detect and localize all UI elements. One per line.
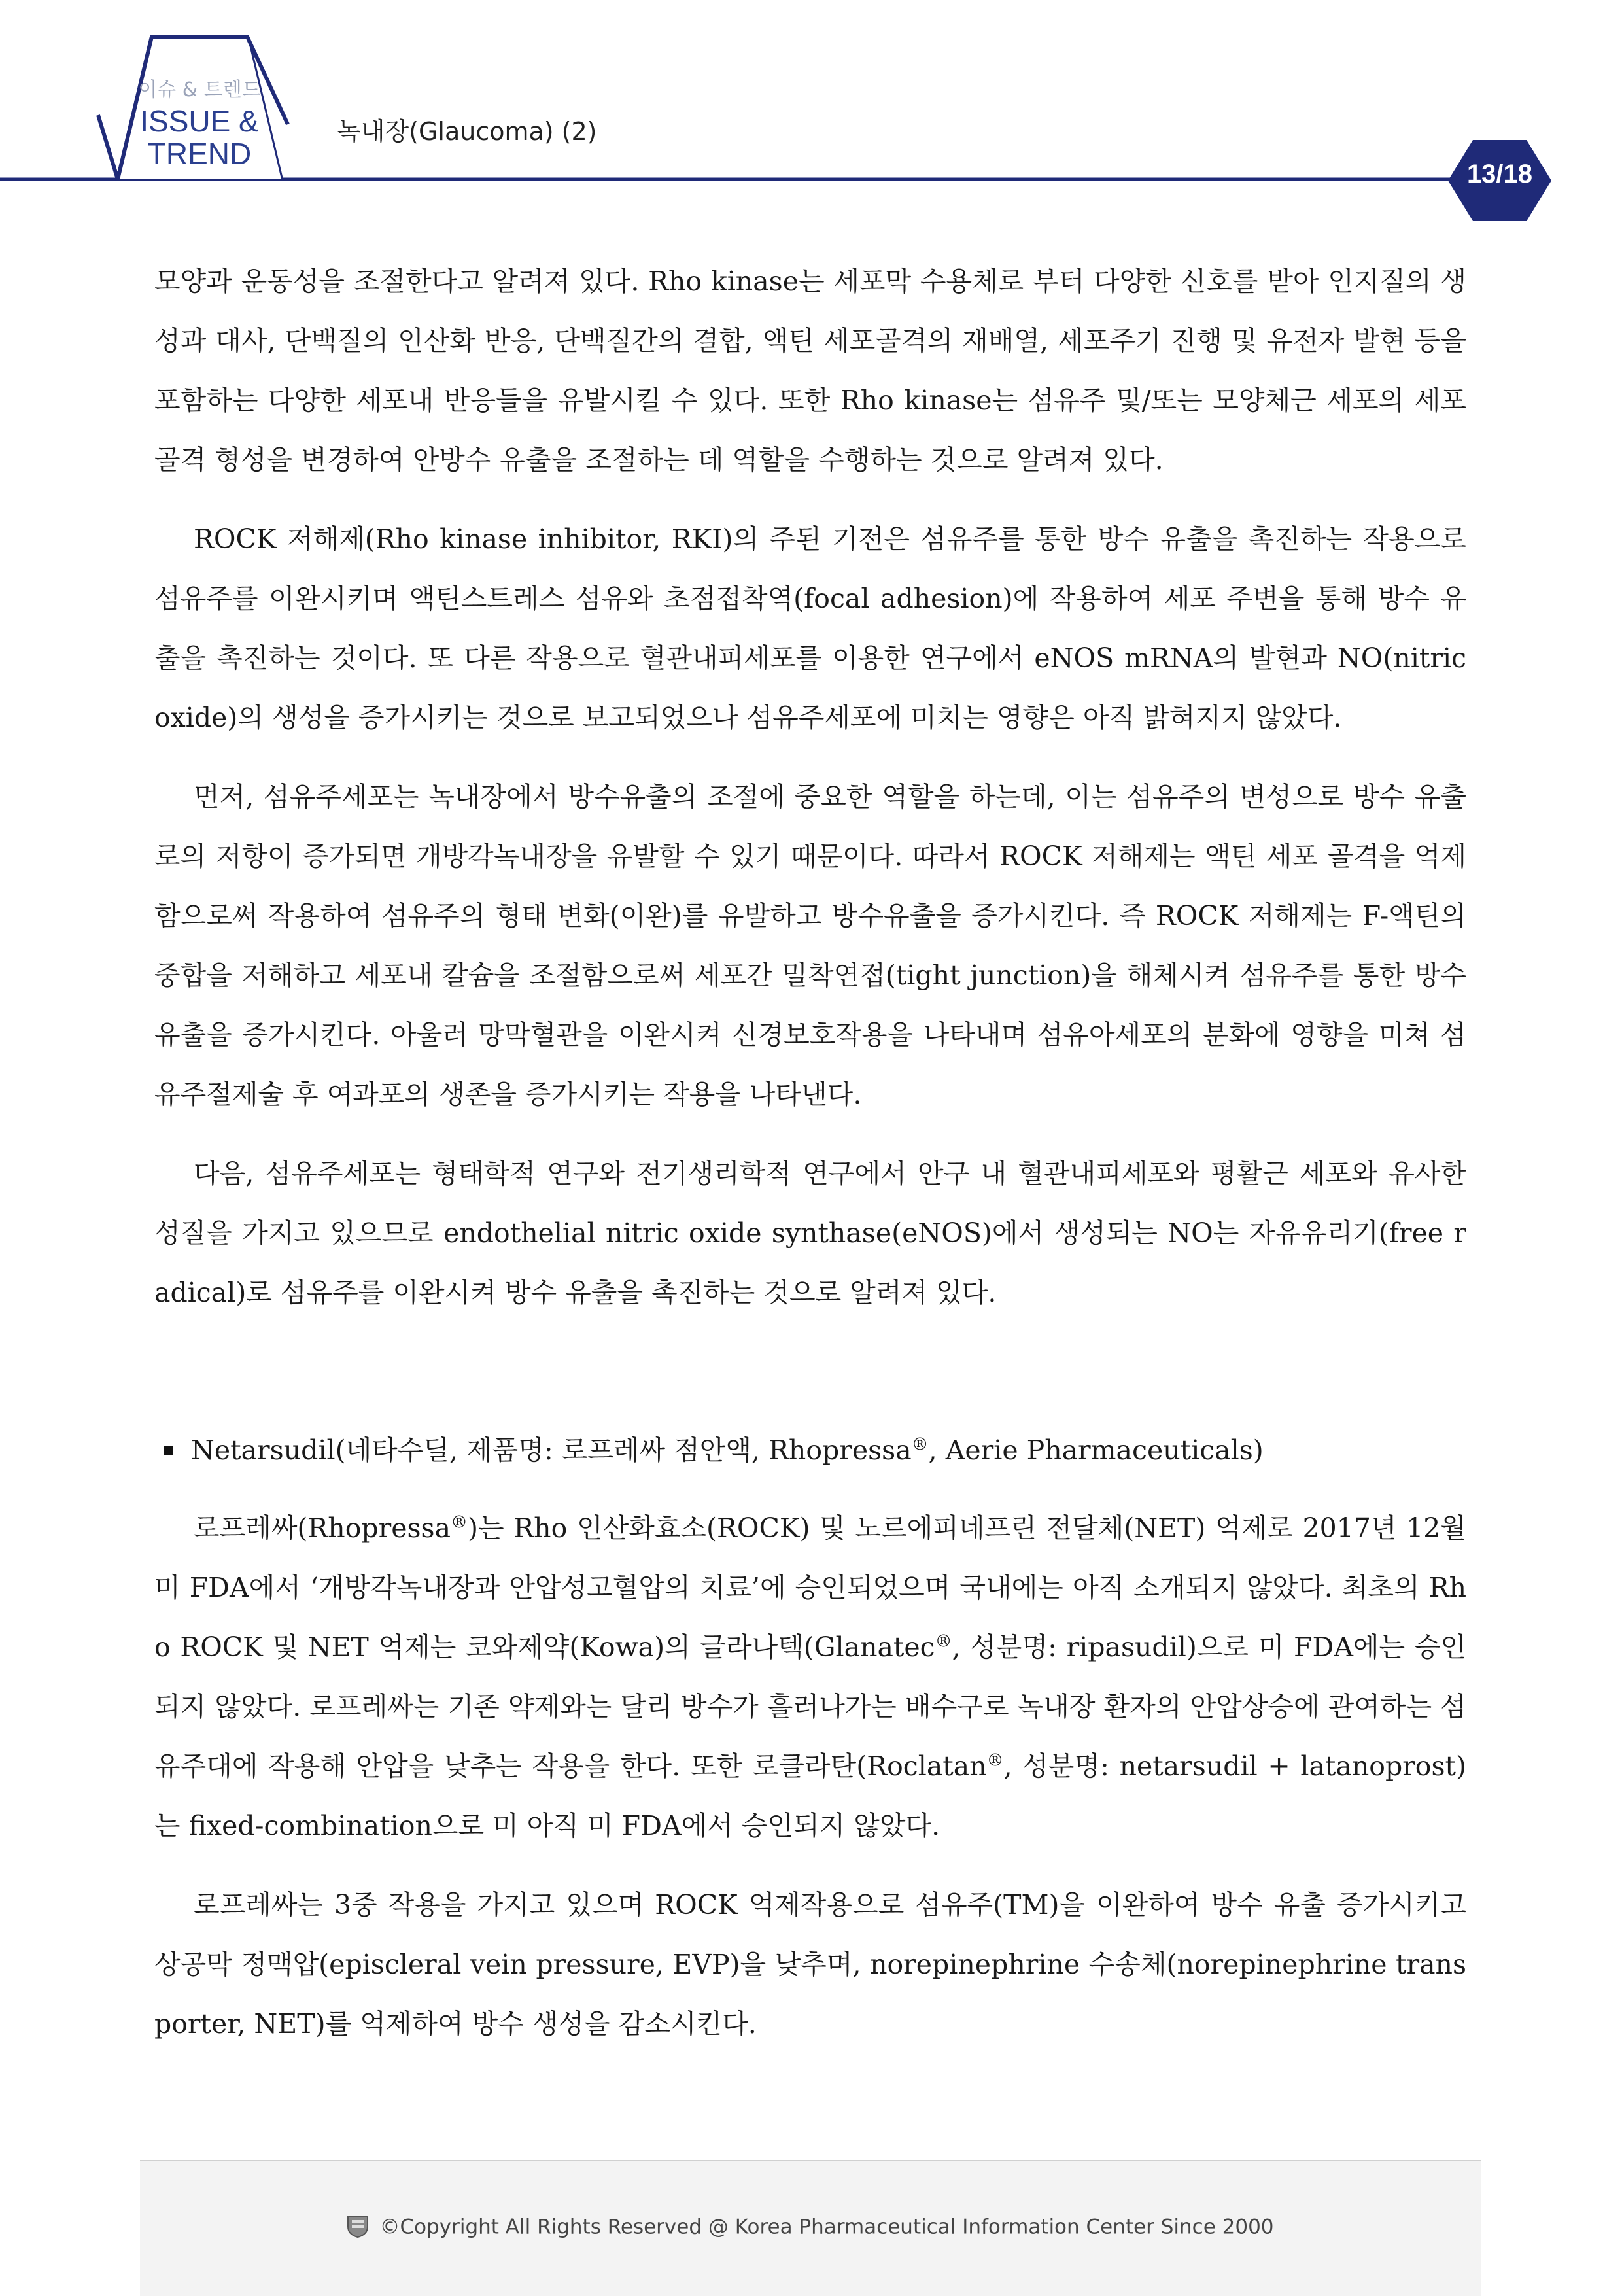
paragraph-5	[154, 1499, 1466, 1856]
p5-text-b: )는 Rho 인산화효소(ROCK) 및 노르에피네프린 전달체(NET) 억제로 2017년 12월 미 FDA에서 ‘개방각녹내장과 안압성고혈압의 치료’에 승인되었으며 국내에는 아직 소개되지 않았다. 최초의 Rho ROCK 및 NET 억제는 코와제약(Kowa)의 글라나텍(Glanatec	[154, 1512, 1466, 1663]
registered-mark: ®	[986, 1750, 1004, 1771]
p5-text-a: 로프레싸(Rhopressa	[194, 1512, 451, 1544]
section-heading-netarsudil	[154, 1421, 1466, 1480]
p5-text-d: , 성분명: netarsudil + latanoprost)는 fixed-combination으로 미 아직 미 FDA에서 승인되지 않았다.	[154, 1750, 1466, 1841]
copyright-text: ©Copyright All Rights Reserved @ Korea Pharmaceutical Information Center Since 2000	[379, 2215, 1274, 2239]
kpic-logo-icon	[347, 2214, 369, 2238]
page-footer	[140, 2160, 1481, 2296]
heading-text-1: Netarsudil(네타수딜, 제품명: 로프레싸 점안액, Rhopressa	[191, 1435, 912, 1466]
paragraph-3: 먼저, 섬유주세포는 녹내장에서 방수유출의 조절에 중요한 역할을 하는데, 이는 섬유주의 변성으로 방수 유출로의 저항이 증가되면 개방각녹내장을 유발할 수 있기 때문이다. 따라서 ROCK 저해제는 액틴 세포 골격을 억제함으로써 작용하여 섬유주의 형태 변화(이완)를 유발하고 방수유출을 증가시킨다. 즉 ROCK 저해제는 F-액틴의 중합을 저해하고 세포내 칼슘을 조절함으로써 세포간 밀착연접(tight junction)을 해체시켜 섬유주를 통한 방수 유출을 증가시킨다. 아울러 망막혈관을 이완시켜 신경보호작용을 나타내며 섬유아세포의 분화에 영향을 미쳐 섬유주절제술 후 여과포의 생존을 증가시키는 작용을 나타낸다.	[154, 781, 1466, 1110]
category-english-line2: TREND	[147, 137, 252, 171]
p5-text-c: , 성분명: ripasudil)으로 미 FDA에는 승인되지 않았다. 로프레싸는 기존 약제와는 달리 방수가 흘러나가는 배수구로 녹내장 환자의 안압상승에 관여하는 섬유주대에 작용해 안압을 낮추는 작용을 한다. 또한 로클라탄(Roclatan	[154, 1631, 1466, 1782]
category-english	[131, 105, 268, 170]
registered-mark: ®	[451, 1512, 468, 1533]
page-number: 13/18	[1466, 160, 1533, 188]
paragraph-4: 다음, 섬유주세포는 형태학적 연구와 전기생리학적 연구에서 안구 내 혈관내피세포와 평활근 세포와 유사한 성질을 가지고 있으므로 endothelial nitric oxide synthase(eNOS)에서 생성되는 NO는 자유유리기(free radical)로 섬유주를 이완시켜 방수 유출을 촉진하는 것으로 알려져 있다.	[154, 1158, 1466, 1308]
paragraph-1: 모양과 운동성을 조절한다고 알려져 있다. Rho kinase는 세포막 수용체로 부터 다양한 신호를 받아 인지질의 생성과 대사, 단백질의 인산화 반응, 단백질간의 결합, 액틴 세포골격의 재배열, 세포주기 진행 및 유전자 발현 등을 포함하는 다양한 세포내 반응들을 유발시킬 수 있다. 또한 Rho kinase는 섬유주 및/또는 모양체근 세포의 세포 골격 형성을 변경하여 안방수 유출을 조절하는 데 역할을 수행하는 것으로 알려져 있다.	[154, 266, 1466, 476]
category-korean: 이슈 & 트렌드	[138, 78, 261, 101]
article-body	[154, 252, 1466, 2074]
heading-text-2: , Aerie Pharmaceuticals)	[928, 1435, 1264, 1466]
registered-mark: ®	[911, 1435, 929, 1455]
page-title: 녹내장(Glaucoma) (2)	[337, 117, 597, 146]
square-bullet-icon	[164, 1446, 173, 1455]
paragraph-6: 로프레싸는 3중 작용을 가지고 있으며 ROCK 억제작용으로 섬유주(TM)을 이완하여 방수 유출 증가시키고 상공막 정맥압(episcleral vein pressure, EVP)을 낮추며, norepinephrine 수송체(norepinephrine transporter, NET)를 억제하여 방수 생성을 감소시킨다.	[154, 1889, 1466, 2040]
paragraph-2: ROCK 저해제(Rho kinase inhibitor, RKI)의 주된 기전은 섬유주를 통한 방수 유출을 촉진하는 작용으로 섬유주를 이완시키며 액틴스트레스 섬유와 초점접착역(focal adhesion)에 작용하여 세포 주변을 통해 방수 유출을 촉진하는 것이다. 또 다른 작용으로 혈관내피세포를 이용한 연구에서 eNOS mRNA의 발현과 NO(nitric oxide)의 생성을 증가시키는 것으로 보고되었으나 섬유주세포에 미치는 영향은 아직 밝혀지지 않았다.	[154, 523, 1466, 733]
registered-mark: ®	[935, 1631, 952, 1652]
footer-copyright	[140, 2214, 1481, 2242]
category-english-line1: ISSUE &	[140, 104, 259, 138]
